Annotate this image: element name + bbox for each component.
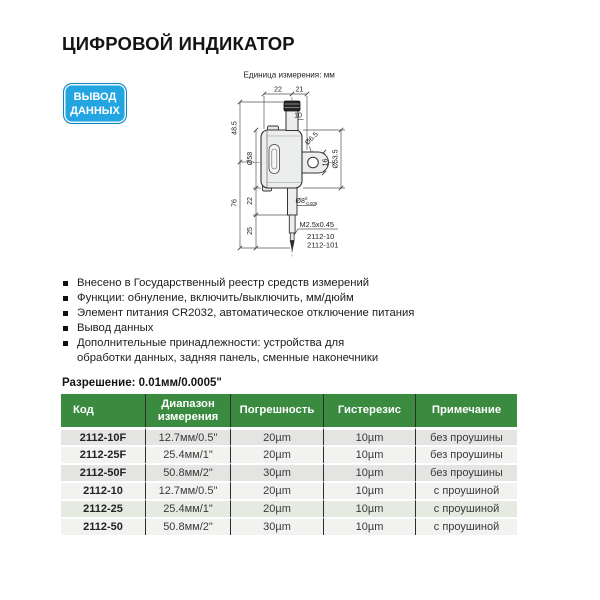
technical-drawing (225, 68, 415, 268)
dim-6-5: Ø6.5 (304, 131, 320, 147)
thread-label: M2.5x0.45 (299, 220, 335, 229)
cell-note: без проушины (415, 463, 517, 481)
dim-58: Ø58 (247, 151, 254, 166)
spec-table (61, 394, 517, 535)
cell-note: без проушины (415, 427, 517, 445)
feature-list (62, 276, 524, 366)
cell-range: 12.7мм/0.5" (145, 427, 230, 445)
knurled-cap (284, 101, 300, 111)
table-row (61, 463, 517, 481)
cell-accuracy: 30µm (230, 463, 323, 481)
cell-accuracy: 20µm (230, 499, 323, 517)
cell-hysteresis: 10µm (323, 463, 415, 481)
badge-line2: ДАННЫХ (70, 104, 120, 117)
cell-hysteresis: 10µm (323, 517, 415, 535)
cell-hysteresis: 10µm (323, 427, 415, 445)
col-header-range: Диапазон измерения (145, 394, 230, 427)
cell-note: с проушиной (415, 517, 517, 535)
feature-item: Внесено в Государственный реестр средств измерений (62, 276, 524, 291)
table-row (61, 499, 517, 517)
table-row (61, 481, 517, 499)
cell-code: 2112-50 (61, 517, 145, 535)
badge-line1: ВЫВОД (73, 90, 117, 103)
table-row (61, 445, 517, 463)
cell-note: без проушины (415, 445, 517, 463)
dim-10: 10 (294, 112, 302, 120)
cell-range: 50.8мм/2" (145, 463, 230, 481)
cell-code: 2112-10 (61, 481, 145, 499)
dim-25: 25 (247, 227, 254, 235)
dim-22-top: 22 (274, 86, 282, 94)
cell-code: 2112-50F (61, 463, 145, 481)
dim-22-spindle: 22 (247, 197, 254, 205)
unit-note: Единица измерения: мм (243, 70, 335, 80)
col-header-accuracy: Погрешность (230, 394, 323, 427)
cell-accuracy: 20µm (230, 481, 323, 499)
dim-21-top: 21 (295, 86, 304, 94)
cell-range: 12.7мм/0.5" (145, 481, 230, 499)
cell-code: 2112-25 (61, 499, 145, 517)
cell-note: с проушиной (415, 499, 517, 517)
cell-accuracy: 20µm (230, 427, 323, 445)
cell-hysteresis: 10µm (323, 445, 415, 463)
cell-hysteresis: 10µm (323, 499, 415, 517)
cell-code: 2112-25F (61, 445, 145, 463)
table-row (61, 427, 517, 445)
dim-8: Ø8 (295, 198, 305, 205)
feature-item: Вывод данных (62, 321, 524, 336)
dim-48-5: 48.5 (231, 121, 239, 135)
col-header-note: Примечание (415, 394, 517, 427)
spec-table-header (61, 394, 517, 427)
model-label-1: 2112-10 (307, 232, 335, 241)
page-title: ЦИФРОВОЙ ИНДИКАТОР (62, 33, 295, 54)
cell-accuracy: 30µm (230, 517, 323, 535)
table-row (61, 517, 517, 535)
cell-range: 50.8мм/2" (145, 517, 230, 535)
feature-item: Дополнительные принадлежности: устройства для (62, 336, 524, 351)
feature-item: Функции: обнуление, включить/выключить, мм/дюйм (62, 291, 524, 306)
cell-accuracy: 20µm (230, 445, 323, 463)
cell-note: с проушиной (415, 481, 517, 499)
cell-range: 25.4мм/1" (145, 499, 230, 517)
col-header-hysteresis: Гистерезис (323, 394, 415, 427)
needle (290, 233, 294, 241)
lug-hole (308, 157, 319, 168)
data-output-badge (63, 83, 127, 124)
indicator-drawing-svg (225, 68, 415, 268)
contact-tip (290, 241, 295, 253)
cell-range: 25.4мм/1" (145, 445, 230, 463)
spindle-lower (289, 215, 295, 233)
model-label-2: 2112-101 (307, 240, 339, 250)
feature-item: Элемент питания CR2032, автоматическое отключение питания (62, 306, 524, 321)
resolution-note: Разрешение: 0.01мм/0.0005" (62, 377, 222, 389)
dim-76: 76 (231, 199, 239, 207)
dim-53-5: Ø53.5 (332, 149, 340, 169)
feature-item: обработки данных, задняя панель, сменные наконечники (77, 352, 379, 364)
col-header-code: Код (61, 394, 145, 427)
dim-8-tol-bottom: -0.009 (305, 200, 318, 206)
cell-hysteresis: 10µm (323, 481, 415, 499)
dim-16: 16 (322, 158, 330, 167)
dim-8-tol-top: 0 (305, 196, 308, 201)
cell-code: 2112-10F (61, 427, 145, 445)
